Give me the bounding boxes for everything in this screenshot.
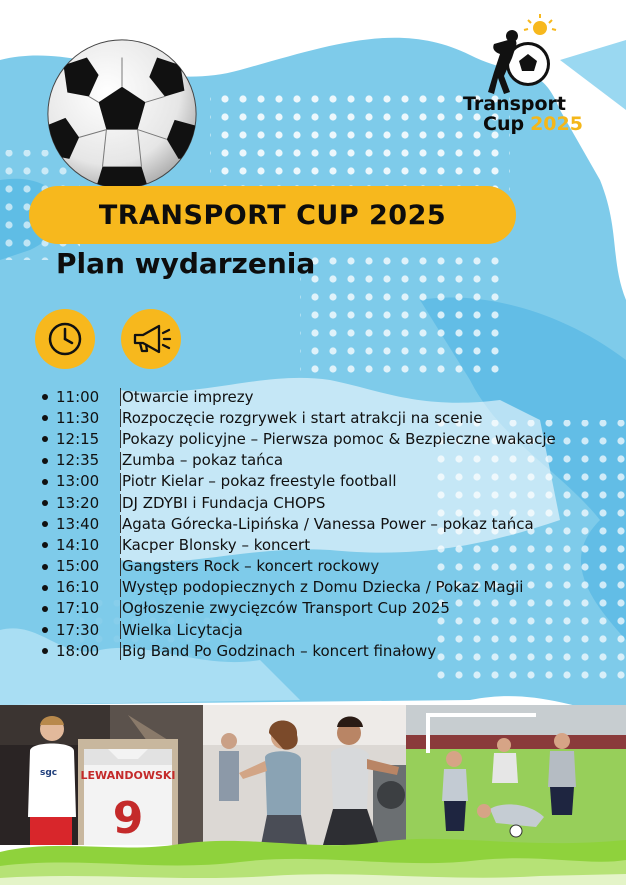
page-title: TRANSPORT CUP 2025 [98, 199, 447, 231]
logo-title [463, 94, 603, 134]
list-item [36, 513, 616, 534]
event-description: DJ ZDYBI i Fundacja CHOPS [122, 493, 326, 512]
divider [120, 558, 121, 576]
event-time: 15:00 [56, 557, 100, 576]
event-description: Kacper Blonsky – koncert [122, 535, 311, 554]
divider [120, 621, 121, 639]
list-item [36, 428, 616, 449]
divider [120, 409, 121, 427]
event-description: Wielka Licytacja [122, 620, 243, 639]
bullet [42, 394, 48, 400]
page-subtitle: Plan wydarzenia [56, 247, 316, 280]
logo-name-line2 [463, 114, 603, 134]
bullet [42, 415, 48, 421]
photo-strip [0, 705, 626, 845]
list-item [36, 471, 616, 492]
bullet [42, 479, 48, 485]
soccer-ball-image [44, 36, 200, 192]
event-description: Otwarcie imprezy [122, 387, 254, 406]
logo-year: 2025 [530, 113, 583, 135]
event-description: Gangsters Rock – koncert rockowy [122, 557, 380, 576]
event-description: Pokazy policyjne – Pierwsza pomoc & Bezpieczne wakacje [122, 429, 556, 448]
event-description: Rozpoczęcie rozgrywek i start atrakcji na scenie [122, 408, 483, 427]
event-time: 11:00 [56, 387, 100, 406]
bullet [42, 500, 48, 506]
event-time: 18:00 [56, 641, 100, 660]
event-description: Występ podopiecznych z Domu Dziecka / Pokaz Magii [122, 578, 524, 597]
list-item [36, 640, 616, 661]
event-time: 14:10 [56, 535, 100, 554]
clock-icon [35, 309, 95, 369]
divider [120, 494, 121, 512]
logo-name-line1: Transport [463, 93, 567, 115]
event-description: Piotr Kielar – pokaz freestyle football [122, 472, 397, 491]
logo-cup-text: Cup [483, 113, 525, 135]
event-time: 12:35 [56, 451, 100, 470]
shirt-number: 9 [112, 793, 144, 844]
bullet [42, 648, 48, 654]
sgc-badge: sgc [40, 768, 58, 778]
shirt-name: LEWANDOWSKI [80, 769, 176, 782]
list-item [36, 450, 616, 471]
event-description: Agata Górecka-Lipińska / Vanessa Power – pokaz tańca [122, 514, 534, 533]
megaphone-icon [121, 309, 181, 369]
event-time: 12:15 [56, 429, 100, 448]
divider [120, 536, 121, 554]
list-item [36, 577, 616, 598]
event-time: 13:40 [56, 514, 100, 533]
event-time: 17:10 [56, 599, 100, 618]
bullet [42, 436, 48, 442]
divider [120, 579, 121, 597]
divider [120, 515, 121, 533]
bullet [42, 458, 48, 464]
divider [120, 388, 121, 406]
list-item [36, 534, 616, 555]
bullet [42, 542, 48, 548]
event-time: 13:20 [56, 493, 100, 512]
event-description: Zumba – pokaz tańca [122, 451, 284, 470]
bullet [42, 627, 48, 633]
list-item [36, 386, 616, 407]
list-item [36, 619, 616, 640]
event-time: 16:10 [56, 578, 100, 597]
bullet [42, 521, 48, 527]
bullet [42, 585, 48, 591]
grass-border-decoration [0, 832, 626, 885]
photo-football-match [406, 705, 626, 845]
event-description: Ogłoszenie zwycięzców Transport Cup 2025 [122, 599, 450, 618]
title-banner [29, 186, 516, 244]
divider [120, 452, 121, 470]
list-item [36, 598, 616, 619]
event-time: 13:00 [56, 472, 100, 491]
event-description: Big Band Po Godzinach – koncert finałowy [122, 641, 437, 660]
event-time: 11:30 [56, 408, 100, 427]
bullet [42, 564, 48, 570]
schedule-list [36, 386, 616, 661]
event-time: 17:30 [56, 620, 100, 639]
divider [120, 473, 121, 491]
list-item [36, 556, 616, 577]
bullet [42, 606, 48, 612]
list-item [36, 407, 616, 428]
divider [120, 642, 121, 660]
divider [120, 600, 121, 618]
list-item [36, 492, 616, 513]
photo-zumba-dancers [203, 705, 417, 845]
photo-boy-with-jersey [0, 705, 214, 845]
divider [120, 430, 121, 448]
